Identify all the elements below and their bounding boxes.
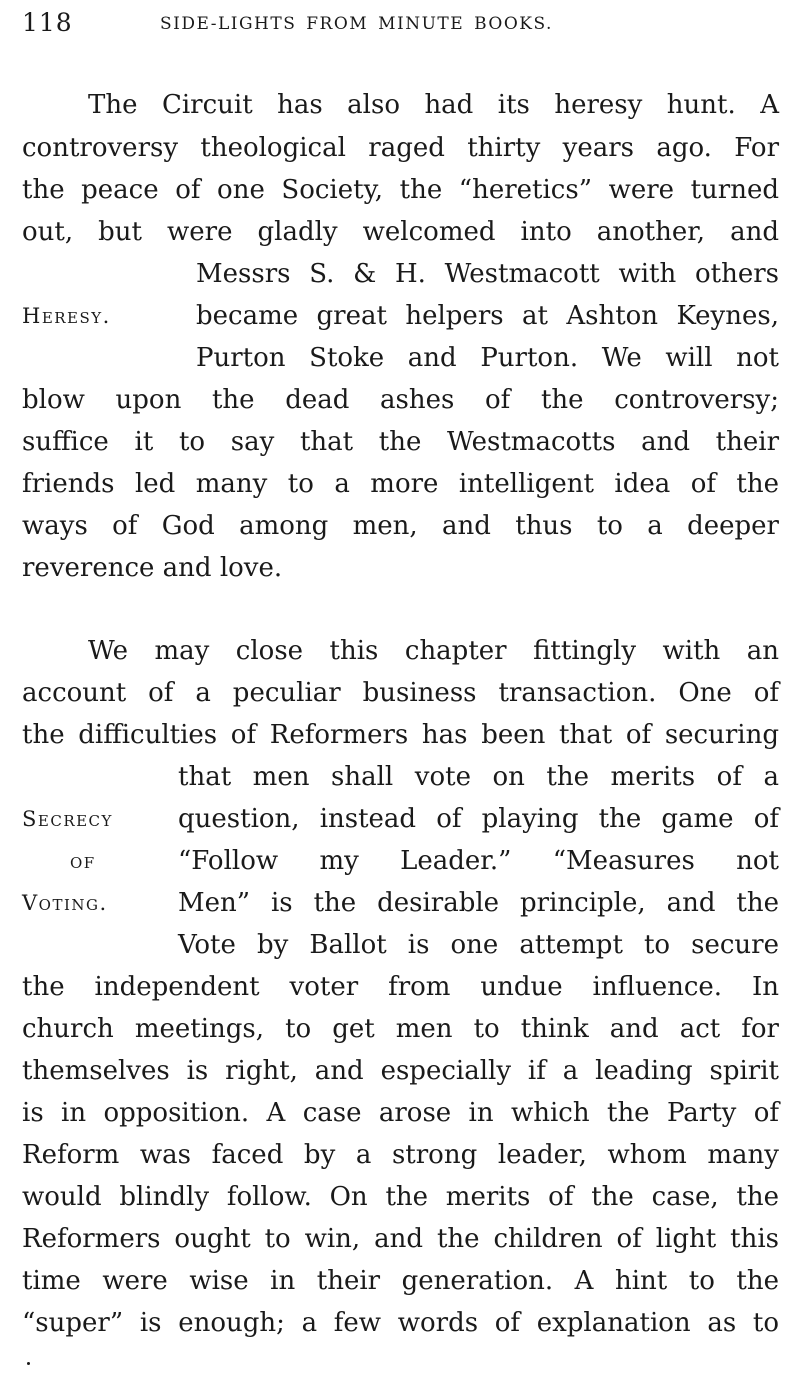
text-line: is in opposition. A case arose in which the Party of: [22, 1098, 779, 1128]
sidenote-secrecy: Secrecy: [22, 807, 113, 831]
sidenote-of: of: [70, 849, 96, 873]
text-line: Reform was faced by a strong leader, whom many: [22, 1140, 779, 1170]
text-line: Reformers ought to win, and the children of light this: [22, 1224, 779, 1254]
text-line: We may close this chapter fittingly with an: [88, 636, 779, 666]
text-line: blow upon the dead ashes of the controversy;: [22, 385, 779, 415]
text-line: “super” is enough; a few words of explanation as to: [22, 1308, 779, 1338]
sidenote-voting: Voting.: [22, 891, 108, 915]
text-line: controversy theological raged thirty years ago. For: [22, 133, 779, 163]
text-line: time were wise in their generation. A hint to the: [22, 1266, 779, 1296]
sidenote-heresy: Heresy.: [22, 304, 111, 328]
text-line: “Follow my Leader.” “Measures not: [178, 846, 779, 876]
text-line: reverence and love.: [22, 553, 283, 583]
text-line: Messrs S. & H. Westmacott with others: [196, 259, 779, 289]
text-line: The Circuit has also had its heresy hunt. A: [88, 90, 779, 120]
text-line: question, instead of playing the game of: [178, 804, 779, 834]
text-line: the difficulties of Reformers has been that of securing: [22, 720, 779, 750]
text-line: ways of God among men, and thus to a deeper: [22, 511, 779, 541]
text-line: Purton Stoke and Purton. We will not: [196, 343, 779, 373]
text-line: Men” is the desirable principle, and the: [178, 888, 779, 918]
text-line: Vote by Ballot is one attempt to secure: [178, 930, 779, 960]
running-head: SIDE-LIGHTS FROM MINUTE BOOKS.: [160, 14, 553, 34]
stray-mark: [27, 1362, 30, 1365]
text-line: friends led many to a more intelligent idea of the: [22, 469, 779, 499]
page-number: 118: [22, 8, 73, 37]
text-line: would blindly follow. On the merits of the case, the: [22, 1182, 779, 1212]
text-line: the independent voter from undue influence. In: [22, 972, 779, 1002]
text-line: account of a peculiar business transaction. One of: [22, 678, 779, 708]
text-line: that men shall vote on the merits of a: [178, 762, 779, 792]
text-line: the peace of one Society, the “heretics” were turned: [22, 175, 779, 205]
text-line: became great helpers at Ashton Keynes,: [196, 301, 779, 331]
text-line: out, but were gladly welcomed into another, and: [22, 217, 779, 247]
text-line: themselves is right, and especially if a leading spirit: [22, 1056, 779, 1086]
text-line: suffice it to say that the Westmacotts and their: [22, 427, 779, 457]
text-line: church meetings, to get men to think and act for: [22, 1014, 779, 1044]
